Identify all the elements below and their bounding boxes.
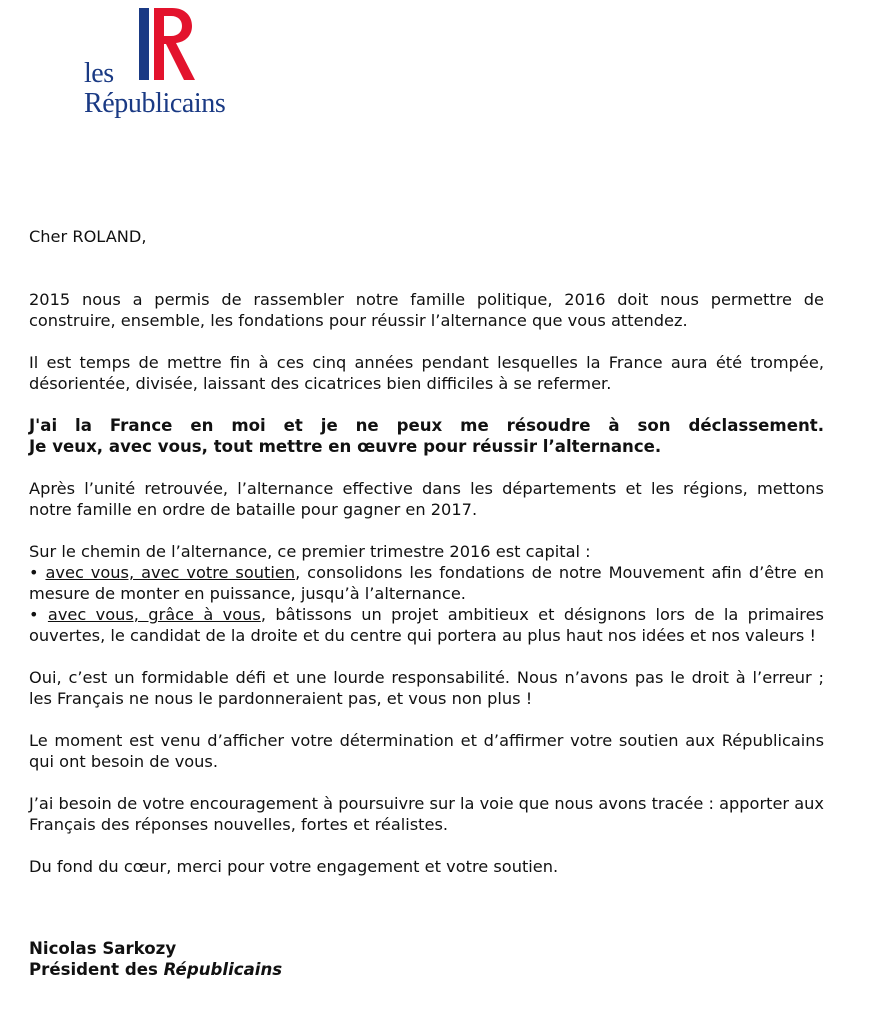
lr-monogram [139, 8, 199, 88]
paragraph-5-intro: Sur le chemin de l’alternance, ce premier trimestre 2016 est capital : [29, 542, 591, 561]
bullet-icon: • [29, 563, 46, 582]
paragraph-9: Du fond du cœur, merci pour votre engagement et votre soutien. [29, 857, 559, 876]
letter-i-blue [139, 8, 149, 80]
paragraph-bold [29, 415, 824, 457]
bullet-icon: • [29, 605, 48, 624]
paragraph-5 [29, 541, 824, 646]
paragraph-4: Après l’unité retrouvée, l’alternance effective dans les départements et les régions, mettons notre famille en ordre de bataille pour gagner en 2017. [29, 479, 824, 519]
bullet-2-text: , bâtissons un projet ambitieux et désignons lors de la primaires ouvertes, le candidat de la droite et du centre qui portera au plus haut nos idées et nos valeurs ! [29, 605, 824, 645]
paragraph-6: Oui, c’est un formidable défi et une lourde responsabilité. Nous n’avons pas le droit à l’erreur ; les Français ne nous le pardonneraient pas, et vous non plus ! [29, 668, 824, 708]
paragraph-2: Il est temps de mettre fin à ces cinq années pendant lesquelles la France aura été trompée, désorientée, divisée, laissant des cicatrices bien difficiles à se refermer. [29, 353, 824, 393]
bullet-item-2 [29, 604, 824, 646]
letter-r-red [154, 8, 196, 80]
signature-title-prefix: Président des [29, 960, 164, 979]
signature-block [29, 938, 282, 980]
bullet-item-1 [29, 562, 824, 604]
bold-line-1: J'ai la France en moi et je ne peux me résoudre à son déclassement. [29, 416, 824, 435]
signature-name: Nicolas Sarkozy [29, 939, 177, 958]
letter-body [29, 226, 824, 898]
bold-line-2: Je veux, avec vous, tout mettre en œuvre pour réussir l’alternance. [29, 437, 662, 456]
bullet-1-text: , consolidons les fondations de notre Mouvement afin d’être en mesure de monter en puissance, jusqu’à l’alternance. [29, 563, 824, 603]
signature-title-party: Républicains [163, 960, 283, 979]
paragraph-1: 2015 nous a permis de rassembler notre famille politique, 2016 doit nous permettre de construire, ensemble, les fondations pour réussir l’alternance que vous attendez. [29, 290, 824, 330]
les-republicains-logo [84, 8, 264, 120]
bullet-1-underlined: avec vous, avec votre soutien [45, 563, 296, 582]
logo-text-republicains: Républicains [84, 88, 226, 119]
bullet-2-underlined: avec vous, grâce à vous [47, 605, 261, 624]
paragraph-7: Le moment est venu d’afficher votre détermination et d’affirmer votre soutien aux Républicains qui ont besoin de vous. [29, 731, 824, 771]
signature-title [29, 959, 282, 980]
paragraph-8: J’ai besoin de votre encouragement à poursuivre sur la voie que nous avons tracée : apporter aux Français des réponses nouvelles, fortes et réalistes. [29, 794, 824, 834]
logo-text-les: les [84, 58, 114, 89]
greeting: Cher ROLAND, [29, 227, 147, 246]
